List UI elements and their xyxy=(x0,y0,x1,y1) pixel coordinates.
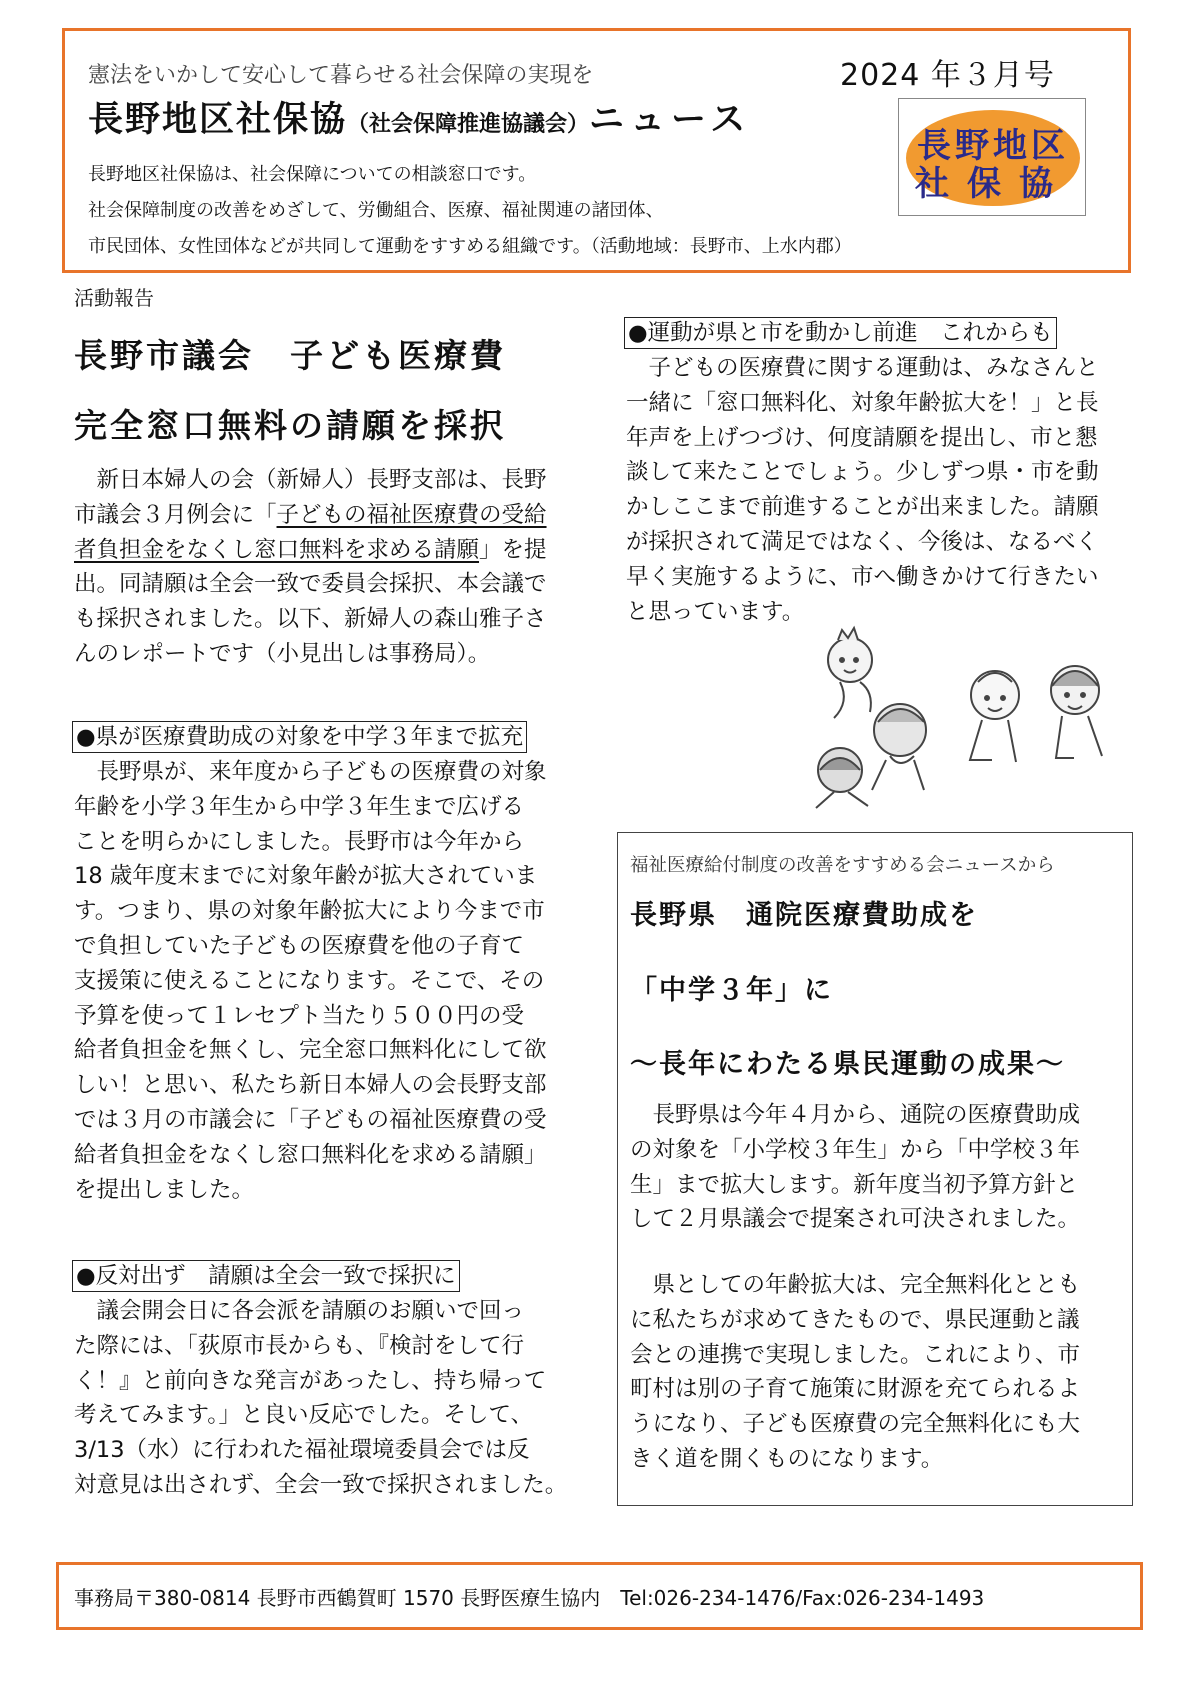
footer-contact: 事務局〒380-0814 長野市西鶴賀町 1570 長野医療生協内 Tel:026-234-1476/Fax:026-234-1493 xyxy=(74,1586,985,1610)
sidebar-paragraph-1: 長野県は今年４月から、通院の医療費助成 の対象を「小学校３年生」から「中学校３年 生」まで拡大します。新年度当初予算方針と して２月県議会で提案され可決されました。 xyxy=(630,1102,1081,1233)
section-2-text: 議会開会日に各会派を請願のお願いで回っ た際には、「荻原市長からも、『検討をして行 く！』と前向きな発言があったし、持ち帰って 考えてみます。」と良い反応でした。そして、 3/13（水）に行われた福祉環境委員会では反 対意見は出されず、全会一致で採択されました。 xyxy=(74,1298,568,1498)
issue-date: 2024 年３月号 xyxy=(840,58,1055,93)
child-figure-2 xyxy=(872,704,926,790)
subhead-1: ●県が医療費助成の対象を中学３年まで拡充 xyxy=(72,721,527,753)
headline-line-2: 完全窓口無料の請願を採択 xyxy=(74,406,506,445)
intro-line-2: 社会保障制度の改善をめざして、労働組合、医療、福祉関連の諸団体、 xyxy=(88,200,664,221)
children-illustration xyxy=(790,620,1120,820)
section-label: 活動報告 xyxy=(74,286,154,310)
logo-text-1: 長野地区 xyxy=(917,126,1069,166)
sidebar-paragraph-2: 県としての年齢拡大は、完全無料化ととも に私たちが求めてきたもので、県民運動と議 会との連携で実現しました。これにより、市 町村は別の子育て施策に財源を充てられるよ うになり、子ども医療費の完全無料化にも大 きく道を開くものになります。 xyxy=(630,1272,1081,1472)
intro-line-3: 市民団体、女性団体などが共同して運動をすすめる組織です。（活動地域：長野市、上水内郡） xyxy=(88,236,852,257)
lead-paragraph: 新日本婦人の会（新婦人）長野支部は、長野 市議会３月例会に「子どもの福祉医療費の受給 者負担金をなくし窓口無料を求める請願」を提 出。同請願は全会一致で委員会採択、本会議で も採択されました。以下、新婦人の森山雅子さ んのレポートです（小見出しは事務局）。 xyxy=(74,467,547,667)
title-sub: （社会保障推進協議会） xyxy=(347,112,590,137)
subhead-2: ●反対出ず 請願は全会一致で採択に xyxy=(72,1260,460,1292)
child-figure-5 xyxy=(1051,666,1102,758)
intro-line-1: 長野地区社保協は、社会保障についての相談窓口です。 xyxy=(88,164,537,185)
sidebar-headline-2: 「中学３年」に xyxy=(630,975,833,1006)
child-figure-3 xyxy=(816,748,868,808)
sidebar-source: 福祉医療給付制度の改善をすすめる会ニュースから xyxy=(630,855,1055,876)
logo-text-2: 社保協 xyxy=(915,164,1071,204)
child-figure-1 xyxy=(828,628,872,718)
child-figure-4 xyxy=(970,671,1019,762)
sidebar-headline-3: ～長年にわたる県民運動の成果～ xyxy=(630,1049,1065,1080)
tagline: 憲法をいかして安心して暮らせる社会保障の実現を xyxy=(88,63,594,88)
subhead-3: ●運動が県と市を動かし前進 これからも xyxy=(624,317,1057,349)
title-news: ニュース xyxy=(589,100,752,140)
section-3-text: 子どもの医療費に関する運動は、みなさんと 一緒に「窓口無料化、対象年齢拡大を！」と長 年声を上げつづけ、何度請願を提出し、市と懇 談して来たことでしょう。少しずつ県・市を動 かしここまで前進することが出来ました。請願 が採択されて満足ではなく、今後は、なるべく 早く実施するように、市へ働きかけて行きたい と思っています。 xyxy=(626,355,1099,625)
headline-line-1: 長野市議会 子ども医療費 xyxy=(74,336,506,375)
sidebar-headline-1: 長野県 通院医療費助成を xyxy=(630,900,978,931)
section-1-text: 長野県が、来年度から子どもの医療費の対象 年齢を小学３年生から中学３年生まで広げる ことを明らかにしました。長野市は今年から 18 歳年度末までに対象年齢が拡大されていま す。つまり、県の対象年齢拡大により今まで市 で負担していた子どもの医療費を他の子育て 支援策に使えることになります。そこで、その 予算を使って１レセプト当たり５００円の受 給者負担金を無くし、完全窓口無料化にして欲 しい！と思い、私たち新日本婦人の会長野支部 では３月の市議会に「子どもの福祉医療費の受 給者負担金をなくし窓口無料化を求める請願」 を提出しました。 xyxy=(74,759,547,1203)
newsletter-title xyxy=(88,92,751,142)
title-main: 長野地区社保協 xyxy=(88,100,348,140)
